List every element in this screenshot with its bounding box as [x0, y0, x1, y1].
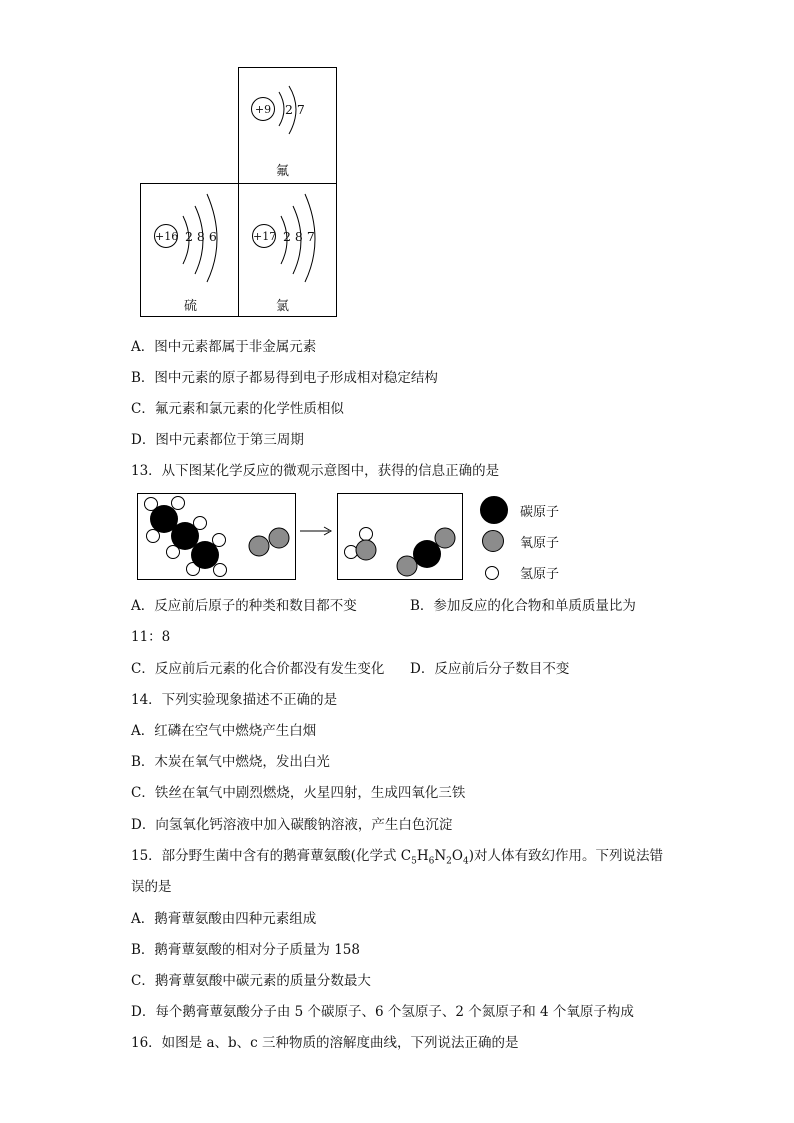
q14-option-b: B．木炭在氧气中燃烧，发出白光 — [131, 754, 330, 770]
q15-option-d: D．每个鹅膏蕈氨酸分子由 5 个碳原子、6 个氢原子、2 个氮原子和 4 个氧原子构成 — [131, 1004, 634, 1020]
sulfur-electrons: 2 8 6 — [185, 229, 217, 244]
q14-option-d: D．向氢氧化钙溶液中加入碳酸钠溶液，产生白色沉淀 — [131, 817, 453, 833]
q15-stem-pre: 15．部分野生菌中含有的鹅膏蕈氨酸(化学式 C — [131, 848, 412, 864]
q15-stem-post: )对人体有致幻作用。下列说法错 — [468, 848, 663, 864]
q16-stem: 16．如图是 a、b、c 三种物质的溶解度曲线，下列说法正确的是 — [131, 1035, 519, 1051]
oxygen-legend-swatch — [482, 530, 504, 552]
reaction-arrow — [300, 525, 334, 537]
q12-option-b: B．图中元素的原子都易得到电子形成相对稳定结构 — [131, 370, 438, 386]
q13-option-d: D．反应前后分子数目不变 — [410, 661, 570, 677]
carbon-legend-label: 碳原子 — [520, 505, 560, 520]
reactants-box — [137, 493, 296, 580]
q14-option-a: A．红磷在空气中燃烧产生白烟 — [131, 723, 317, 739]
q13-option-c: C．反应前后元素的化合价都没有发生变化 — [131, 661, 385, 677]
fluorine-label: 氟 — [276, 164, 290, 179]
q15-stem — [131, 847, 663, 871]
hydrogen-legend-swatch — [485, 566, 499, 580]
sulfur-cell — [140, 183, 239, 317]
carbon-legend-swatch — [480, 496, 508, 524]
fluorine-nucleus: +9 — [251, 97, 275, 121]
formula-sub-o: 4 — [462, 856, 469, 867]
q13-stem: 13．从下图某化学反应的微观示意图中，获得的信息正确的是 — [131, 463, 500, 479]
oxygen-legend-label: 氧原子 — [520, 536, 560, 551]
q15-stem-continued: 误的是 — [131, 879, 172, 895]
reactant-molecules — [138, 494, 297, 581]
q13-option-a: A．反应前后原子的种类和数目都不变 — [131, 598, 357, 614]
q15-option-b: B．鹅膏蕈氨酸的相对分子质量为 158 — [131, 942, 360, 958]
chlorine-electrons: 2 8 7 — [283, 229, 315, 244]
formula-sub-h: 6 — [428, 856, 435, 867]
formula-n: N — [434, 848, 447, 864]
hydrogen-legend-label: 氢原子 — [520, 567, 560, 582]
q15-option-c: C．鹅膏蕈氨酸中碳元素的质量分数最大 — [131, 973, 371, 989]
formula-h: H — [416, 848, 429, 864]
product-molecules — [338, 494, 464, 581]
formula-sub-c: 5 — [411, 856, 417, 867]
sulfur-nucleus: +16 — [154, 224, 178, 248]
fluorine-cell — [238, 67, 337, 184]
q13-option-b: B．参加反应的化合物和单质质量比为 — [410, 598, 636, 614]
q12-option-c: C．氟元素和氯元素的化学性质相似 — [131, 401, 344, 417]
chlorine-nucleus: +17 — [252, 224, 276, 248]
q14-option-c: C．铁丝在氧气中剧烈燃烧，火星四射，生成四氧化三铁 — [131, 785, 466, 801]
fluorine-electrons: 2 7 — [285, 102, 305, 117]
formula-o: O — [451, 848, 463, 864]
formula-sub-n: 2 — [446, 856, 452, 867]
products-box — [337, 493, 463, 580]
q14-stem: 14．下列实验现象描述不正确的是 — [131, 692, 338, 708]
q12-option-a: A．图中元素都属于非金属元素 — [131, 339, 317, 355]
sulfur-label: 硫 — [184, 299, 198, 314]
q13-option-b-continued: 11：8 — [131, 629, 171, 645]
chlorine-label: 氯 — [276, 299, 290, 314]
q12-option-d: D．图中元素都位于第三周期 — [131, 432, 304, 448]
chlorine-cell — [238, 183, 337, 317]
q15-option-a: A．鹅膏蕈氨酸由四种元素组成 — [131, 911, 317, 927]
